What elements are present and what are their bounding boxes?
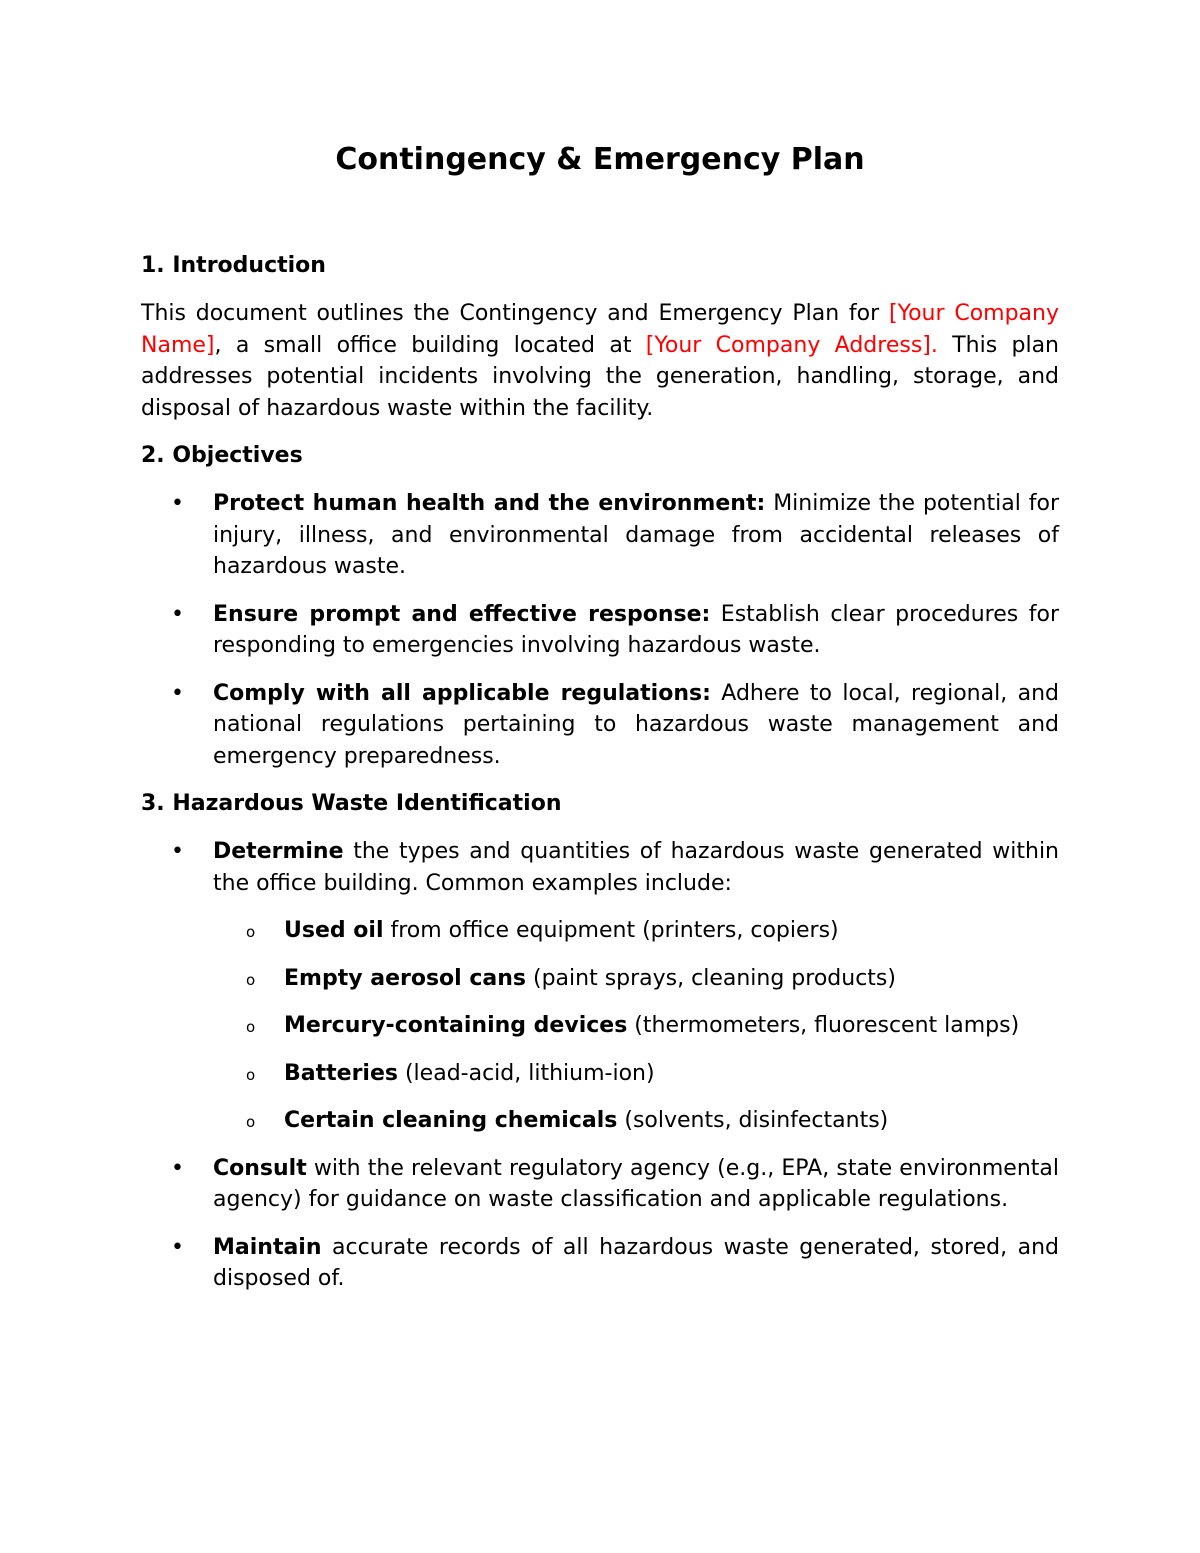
section-heading-identification: 3. Hazardous Waste Identification — [141, 791, 562, 816]
list-item — [141, 1058, 1059, 1090]
introduction-paragraph — [141, 298, 1059, 424]
identification-bold-label: Consult — [213, 1155, 307, 1181]
bullet-icon: • — [171, 491, 184, 516]
identification-bold-label: Maintain — [213, 1234, 322, 1260]
identification-list — [141, 836, 1059, 1295]
example-bold-label: Used oil — [284, 918, 384, 943]
sub-bullet-icon: o — [246, 1113, 256, 1131]
bullet-icon: • — [171, 1155, 184, 1181]
bullet-icon: • — [171, 839, 184, 864]
example-bold-label: Empty aerosol cans — [284, 965, 526, 991]
list-item — [141, 599, 1059, 662]
list-item — [141, 488, 1059, 583]
section-heading-introduction: 1. Introduction — [141, 253, 326, 278]
sub-bullet-icon: o — [246, 970, 256, 989]
examples-list — [213, 915, 1059, 1137]
objectives-list — [141, 488, 1059, 772]
company-name-placeholder: [Your Company Name] — [141, 301, 1059, 358]
list-item — [141, 1010, 1059, 1042]
objective-bold-label: Protect human health and the environment: — [213, 491, 766, 516]
list-item — [141, 836, 1059, 1137]
objective-bold-label: Comply with all applicable regulations: — [213, 680, 711, 706]
document-page — [141, 140, 1059, 1311]
example-text: from office equipment (printers, copiers) — [383, 918, 839, 943]
document-title: Contingency & Emergency Plan — [335, 142, 865, 177]
example-text: (thermometers, fluorescent lamps) — [627, 1013, 1020, 1038]
example-text: (paint sprays, cleaning products) — [526, 965, 896, 991]
list-item — [141, 678, 1059, 773]
list-item — [141, 1232, 1059, 1295]
bullet-icon: • — [171, 1234, 184, 1260]
list-item — [141, 1105, 1059, 1137]
bullet-icon: • — [171, 680, 184, 706]
introduction-text-1: This document outlines the Contingency and Emergency Plan for — [141, 301, 889, 326]
example-bold-label: Mercury-containing devices — [284, 1013, 628, 1038]
bullet-icon: • — [171, 601, 184, 627]
example-bold-label: Certain cleaning chemicals — [284, 1108, 618, 1133]
list-item — [141, 1153, 1059, 1216]
sub-bullet-icon: o — [246, 923, 256, 941]
introduction-text-2: , a small office building located at — [214, 332, 646, 358]
identification-bold-label: Determine — [213, 839, 344, 864]
example-text: (solvents, disinfectants) — [617, 1108, 889, 1133]
introduction-text-3: This plan addresses potential incidents involving the generation, handling, storage, and disposal of hazardous waste within the facility. — [141, 332, 1060, 421]
example-bold-label: Batteries — [284, 1060, 398, 1086]
list-item — [141, 963, 1059, 995]
example-text: (lead-acid, lithium-ion) — [397, 1060, 655, 1086]
objective-text: Adhere to local, regional, and national regulations pertaining to hazardous waste management and emergency preparedness. — [213, 680, 1059, 769]
objective-text: Minimize the potential for injury, illness, and environmental damage from accidental releases of hazardous waste. — [213, 491, 1059, 579]
identification-text: accurate records of all hazardous waste generated, stored, and disposed of. — [213, 1234, 1059, 1291]
sub-bullet-icon: o — [246, 1018, 256, 1036]
objective-bold-label: Ensure prompt and effective response: — [213, 601, 711, 627]
identification-text: with the relevant regulatory agency (e.g., EPA, state environmental agency) for guidance on waste classification and applicable regulations. — [213, 1155, 1059, 1212]
company-address-placeholder: [Your Company Address]. — [645, 332, 938, 358]
objective-text: Establish clear procedures for responding to emergencies involving hazardous waste. — [213, 601, 1059, 658]
identification-text: the types and quantities of hazardous waste generated within the office building. Common examples include: — [213, 839, 1059, 896]
sub-bullet-icon: o — [246, 1065, 256, 1084]
section-heading-objectives: 2. Objectives — [141, 443, 303, 468]
list-item — [141, 915, 1059, 947]
